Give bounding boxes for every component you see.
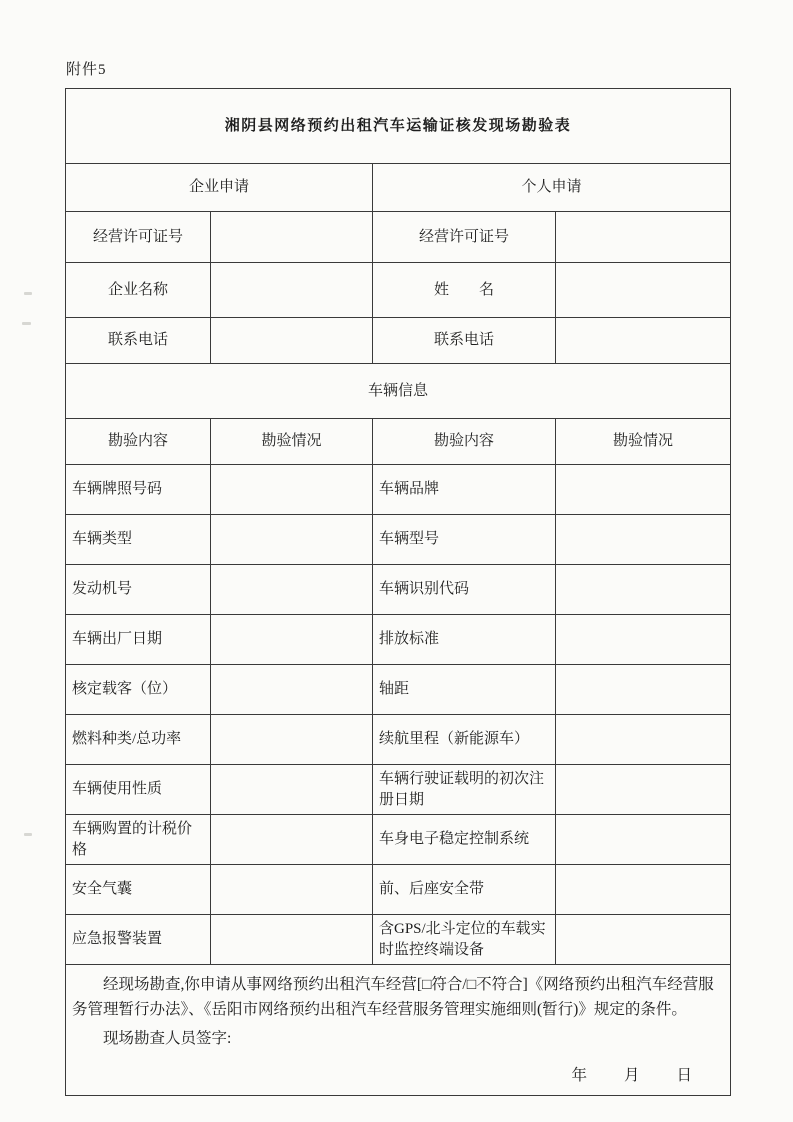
item-value [211,465,373,515]
field-label-phone-enterprise: 联系电话 [66,318,211,364]
item-value [211,515,373,565]
item-label-wheelbase: 轴距 [373,665,556,715]
item-label-fuel-power: 燃料种类/总功率 [66,715,211,765]
item-value [556,465,731,515]
field-value-person-name [556,263,731,318]
table-row [66,615,731,665]
item-label-usage-nature: 车辆使用性质 [66,765,211,815]
item-label-vehicle-type: 车辆类型 [66,515,211,565]
item-value [556,515,731,565]
item-value [211,715,373,765]
table-row [66,212,731,263]
item-label-seat-belts: 前、后座安全带 [373,865,556,915]
field-label-person-name: 姓 名 [373,263,556,318]
item-value [556,665,731,715]
field-label-license-individual: 经营许可证号 [373,212,556,263]
item-value [211,665,373,715]
conclusion-cell [66,965,731,1096]
item-label-passenger-capacity: 核定载客（位） [66,665,211,715]
item-label-engine-number: 发动机号 [66,565,211,615]
individual-application-header: 个人申请 [373,164,731,212]
item-label-manufacture-date: 车辆出厂日期 [66,615,211,665]
table-row [66,765,731,815]
column-header-row [66,419,731,465]
item-value [211,815,373,865]
table-row [66,318,731,364]
item-label-vehicle-model: 车辆型号 [373,515,556,565]
field-value-license-individual [556,212,731,263]
scan-artifact [24,292,32,295]
table-row [66,465,731,515]
item-value [211,915,373,965]
scan-artifact [22,322,31,325]
field-value-enterprise-name [211,263,373,318]
item-label-emission-standard: 排放标准 [373,615,556,665]
table-row [66,865,731,915]
column-header-content-left: 勘验内容 [66,419,211,465]
table-row [66,665,731,715]
item-label-plate-number: 车辆牌照号码 [66,465,211,515]
field-label-license-enterprise: 经营许可证号 [66,212,211,263]
column-header-content-right: 勘验内容 [373,419,556,465]
item-value [556,715,731,765]
item-value [556,615,731,665]
vehicle-info-header: 车辆信息 [66,364,731,419]
item-label-vehicle-brand: 车辆品牌 [373,465,556,515]
table-row [66,815,731,865]
item-label-emergency-alarm: 应急报警装置 [66,915,211,965]
item-label-vin: 车辆识别代码 [373,565,556,615]
table-row [66,263,731,318]
item-label-airbag: 安全气囊 [66,865,211,915]
field-label-phone-individual: 联系电话 [373,318,556,364]
enterprise-application-header: 企业申请 [66,164,373,212]
conclusion-paragraph: 经现场勘查,你申请从事网络预约出租汽车经营[□符合/□不符合]《网络预约出租汽车经营服务管理暂行办法》、《岳阳市网络预约出租汽车经营服务管理实施细则(暂行)》规定的条件。 [72,976,714,1019]
field-value-license-enterprise [211,212,373,263]
column-header-status-left: 勘验情况 [211,419,373,465]
item-label-first-registration-date: 车辆行驶证载明的初次注册日期 [373,765,556,815]
item-label-gps-monitor-terminal: 含GPS/北斗定位的车载实时监控终端设备 [373,915,556,965]
date-line: 年 月 日 [571,1066,695,1084]
item-value [556,765,731,815]
attachment-label: 附件5 [66,62,107,78]
item-value [211,565,373,615]
scan-artifact [24,833,32,836]
item-value [556,865,731,915]
item-value [211,865,373,915]
table-row [66,715,731,765]
column-header-status-right: 勘验情况 [556,419,731,465]
table-row [66,515,731,565]
inspection-form-table [65,88,731,1096]
item-value [556,915,731,965]
table-row [66,565,731,615]
item-value [556,815,731,865]
item-label-range-nev: 续航里程（新能源车） [373,715,556,765]
field-value-phone-individual [556,318,731,364]
item-label-esc-system: 车身电子稳定控制系统 [373,815,556,865]
item-value [211,615,373,665]
field-label-enterprise-name: 企业名称 [66,263,211,318]
inspector-signature-label: 现场勘查人员签字: [103,1029,232,1047]
field-value-phone-enterprise [211,318,373,364]
table-row [66,915,731,965]
item-value [556,565,731,615]
item-value [211,765,373,815]
form-title: 湘阴县网络预约出租汽车运输证核发现场勘验表 [66,89,731,164]
item-label-taxable-price: 车辆购置的计税价格 [66,815,211,865]
